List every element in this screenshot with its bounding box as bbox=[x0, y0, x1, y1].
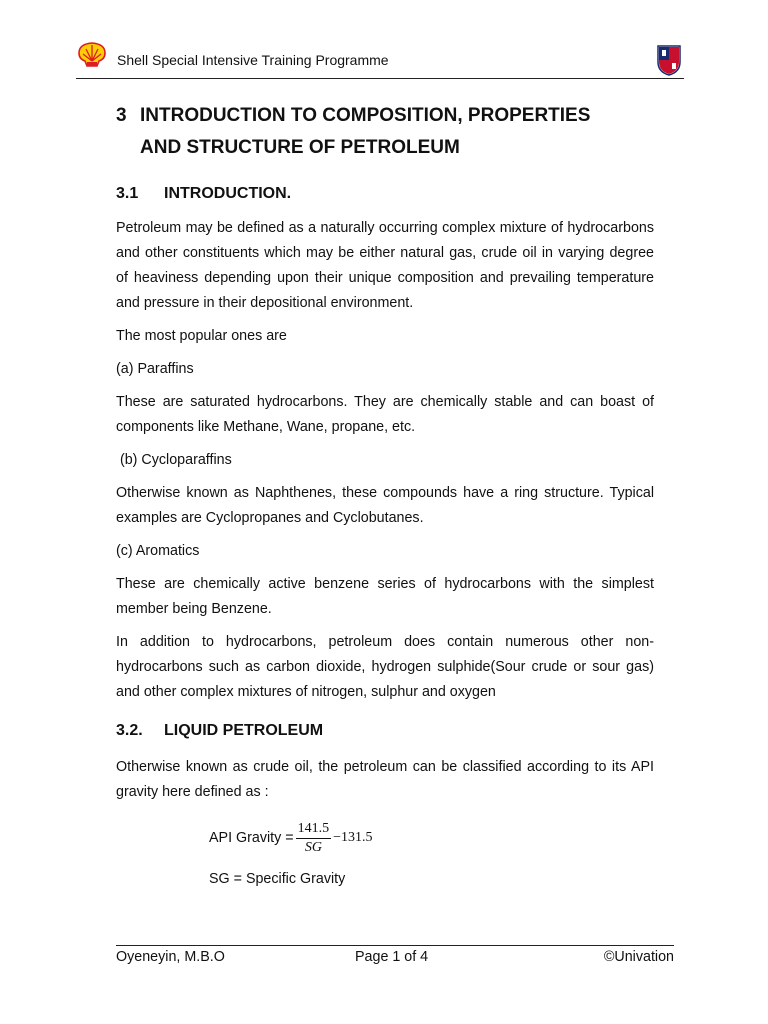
aromatics-paragraph: These are chemically active benzene series of hydrocarbons with the simplest member being Benzene. bbox=[116, 576, 654, 617]
section-3-2-heading: 3.2. LIQUID PETROLEUM bbox=[116, 722, 324, 739]
footer-page-number: Page 1 of 4 bbox=[355, 949, 429, 965]
formula-numerator: 141.5 bbox=[296, 820, 332, 839]
paraffins-paragraph: These are saturated hydrocarbons. They are chemically stable and can boast of components like Methane, Wane, propane, etc. bbox=[116, 394, 654, 435]
cycloparaffins-paragraph: Otherwise known as Naphthenes, these compounds have a ring structure. Typical examples are Cyclopropanes and Cyclobutanes. bbox=[116, 485, 654, 526]
non-hydrocarbons-paragraph: In addition to hydrocarbons, petroleum does contain numerous other non-hydrocarbons such as carbon dioxide, hydrogen sulphide(Sour crude or sour gas) and other complex mixtures of nitrogen, sulphur and oxygen bbox=[116, 634, 654, 700]
page-footer bbox=[116, 945, 674, 971]
footer-author: Oyeneyin, M.B.O bbox=[116, 949, 225, 965]
footer-copyright: ©Univation bbox=[603, 949, 674, 965]
section-3-1-heading: 3.1 INTRODUCTION. bbox=[116, 185, 292, 202]
header-title: Shell Special Intensive Training Programme bbox=[117, 52, 389, 68]
paraffins-label: (a) Paraffins bbox=[116, 361, 194, 377]
sg-definition: SG = Specific Gravity bbox=[209, 871, 346, 887]
chapter-heading bbox=[116, 100, 654, 164]
popular-paragraph: The most popular ones are bbox=[116, 328, 287, 344]
intro-paragraph: Petroleum may be defined as a naturally occurring complex mixture of hydrocarbons and other constituents which may be either natural gas, crude oil in varying degree of heaviness depending upon their unique composition and prevailing temperature and pressure in their depositional environment. bbox=[116, 220, 654, 311]
aromatics-label: (c) Aromatics bbox=[116, 543, 200, 559]
document-body bbox=[116, 100, 654, 892]
formula-fraction bbox=[296, 820, 332, 857]
formula-lhs: API Gravity = bbox=[209, 830, 294, 846]
formula-tail: −131.5 bbox=[333, 830, 373, 845]
formula-denominator: SG bbox=[304, 839, 322, 855]
shell-logo-icon bbox=[78, 42, 106, 68]
cycloparaffins-label: (b) Cycloparaffins bbox=[116, 452, 232, 468]
liquid-petroleum-paragraph: Otherwise known as crude oil, the petroleum can be classified according to its API gravity here defined as : bbox=[116, 759, 654, 800]
university-crest-icon bbox=[656, 44, 682, 76]
page-header bbox=[76, 42, 684, 79]
api-gravity-formula bbox=[209, 815, 654, 861]
chapter-title: INTRODUCTION TO COMPOSITION, PROPERTIES AND STRUCTURE OF PETROLEUM bbox=[140, 105, 591, 158]
chapter-number: 3 bbox=[116, 105, 127, 126]
